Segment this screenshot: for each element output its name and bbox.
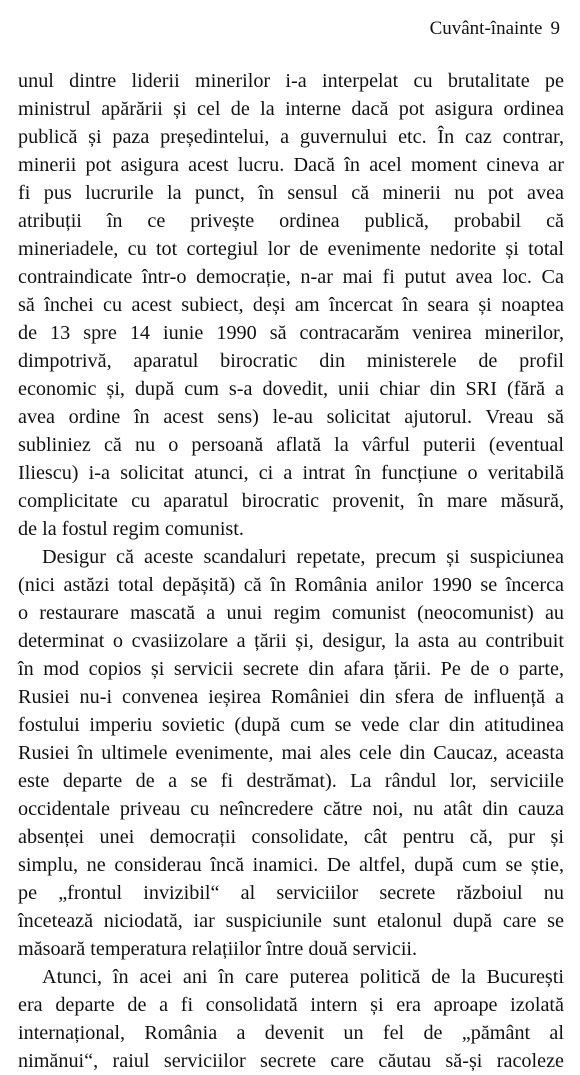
text-line: fi pus lucrurile la punct, în sensul că minerii nu pot avea <box>18 182 564 204</box>
text-line: unul dintre liderii minerilor i-a interpelat cu brutalitate pe <box>18 70 564 92</box>
text-line: în mod copios și servicii secrete din afara țării. Pe de o parte, <box>18 658 564 680</box>
text-line: era departe de a fi consolidată intern și era aproape izolată <box>18 994 564 1016</box>
paragraph-2 <box>18 543 564 963</box>
text-line: de la fostul regim comunist. <box>18 518 244 540</box>
text-line: minerii pot asigura acest lucru. Dacă în acel moment cineva ar <box>18 154 564 176</box>
text-line: fostului imperiu sovietic (după cum se vede clar din atitudinea <box>18 714 564 736</box>
text-line: dimpotrivă, aparatul birocratic din ministerele de profil <box>18 350 564 372</box>
text-line: subliniez că nu o persoană aflată la vârful puterii (eventual <box>18 434 564 456</box>
paragraph-3 <box>18 963 564 1075</box>
chapter-title: Cuvânt-înainte <box>429 18 543 39</box>
text-line: economic și, după cum s-a dovedit, unii chiar din SRI (fără a <box>18 378 564 400</box>
text-line: complicitate cu aparatul birocratic provenit, în mare măsură, <box>18 490 564 512</box>
text-line: mineriadele, cu tot cortegiul lor de evenimente nedorite și total <box>18 238 564 260</box>
text-line: Rusiei nu-i convenea ieșirea României din sfera de influență a <box>18 686 564 708</box>
text-line: măsoară temperatura relațiilor între două servicii. <box>18 938 418 960</box>
text-line: o restaurare mascată a unui regim comunist (neocomunist) au <box>18 602 564 624</box>
text-line: Desigur că aceste scandaluri repetate, precum și suspiciunea <box>42 546 564 568</box>
text-line: avea ordine în acest sens) le-au solicitat ajutorul. Vreau să <box>18 406 564 428</box>
text-line: contraindicate într-o democrație, n-ar mai fi putut avea loc. Ca <box>18 266 564 288</box>
text-line: Iliescu) i-a solicitat atunci, ci a intrat în funcțiune o veritabilă <box>18 462 564 484</box>
running-header <box>430 18 560 40</box>
text-line: absenței unei democrații consolidate, cât pentru că, pur și <box>18 826 564 848</box>
body-text <box>18 67 564 1075</box>
text-line: pe „frontul invizibil“ al serviciilor secrete războiul nu <box>18 882 564 904</box>
text-line: încetează niciodată, iar suspiciunile sunt etalonul după care se <box>18 910 564 932</box>
text-line: să închei cu acest subiect, deși am încercat în seara și noaptea <box>18 294 564 316</box>
text-line: occidentale priveau cu neîncredere către noi, nu atât din cauza <box>18 798 564 820</box>
paragraph-1 <box>18 67 564 543</box>
text-line: nimănui“, raiul serviciilor secrete care căutau să-și racoleze <box>18 1050 564 1072</box>
text-line: publică și paza președintelui, a guvernului etc. În caz contrar, <box>18 126 564 148</box>
text-line: simplu, ne considerau încă inamici. De altfel, după cum se știe, <box>18 854 564 876</box>
text-line: de 13 spre 14 iunie 1990 să contracarăm venirea minerilor, <box>18 322 564 344</box>
text-line: atribuții în ce privește ordinea publică, probabil că <box>18 210 564 232</box>
text-line: (nici astăzi total depășită) că în România anilor 1990 se încerca <box>18 574 564 596</box>
text-line: Atunci, în acei ani în care puterea politică de la București <box>42 966 564 988</box>
text-line: este departe de a se fi destrămat). La rândul lor, serviciile <box>18 770 564 792</box>
text-line: ministrul apărării și cel de la interne dacă pot asigura ordinea <box>18 98 564 120</box>
text-line: internațional, România a devenit un fel de „pământ al <box>18 1022 564 1044</box>
page-number: 9 <box>550 18 560 39</box>
text-line: Rusiei în ultimele evenimente, mai ales cele din Caucaz, aceasta <box>18 742 564 764</box>
text-line: determinat o cvasiizolare a țării și, desigur, la asta au contribuit <box>18 630 564 652</box>
